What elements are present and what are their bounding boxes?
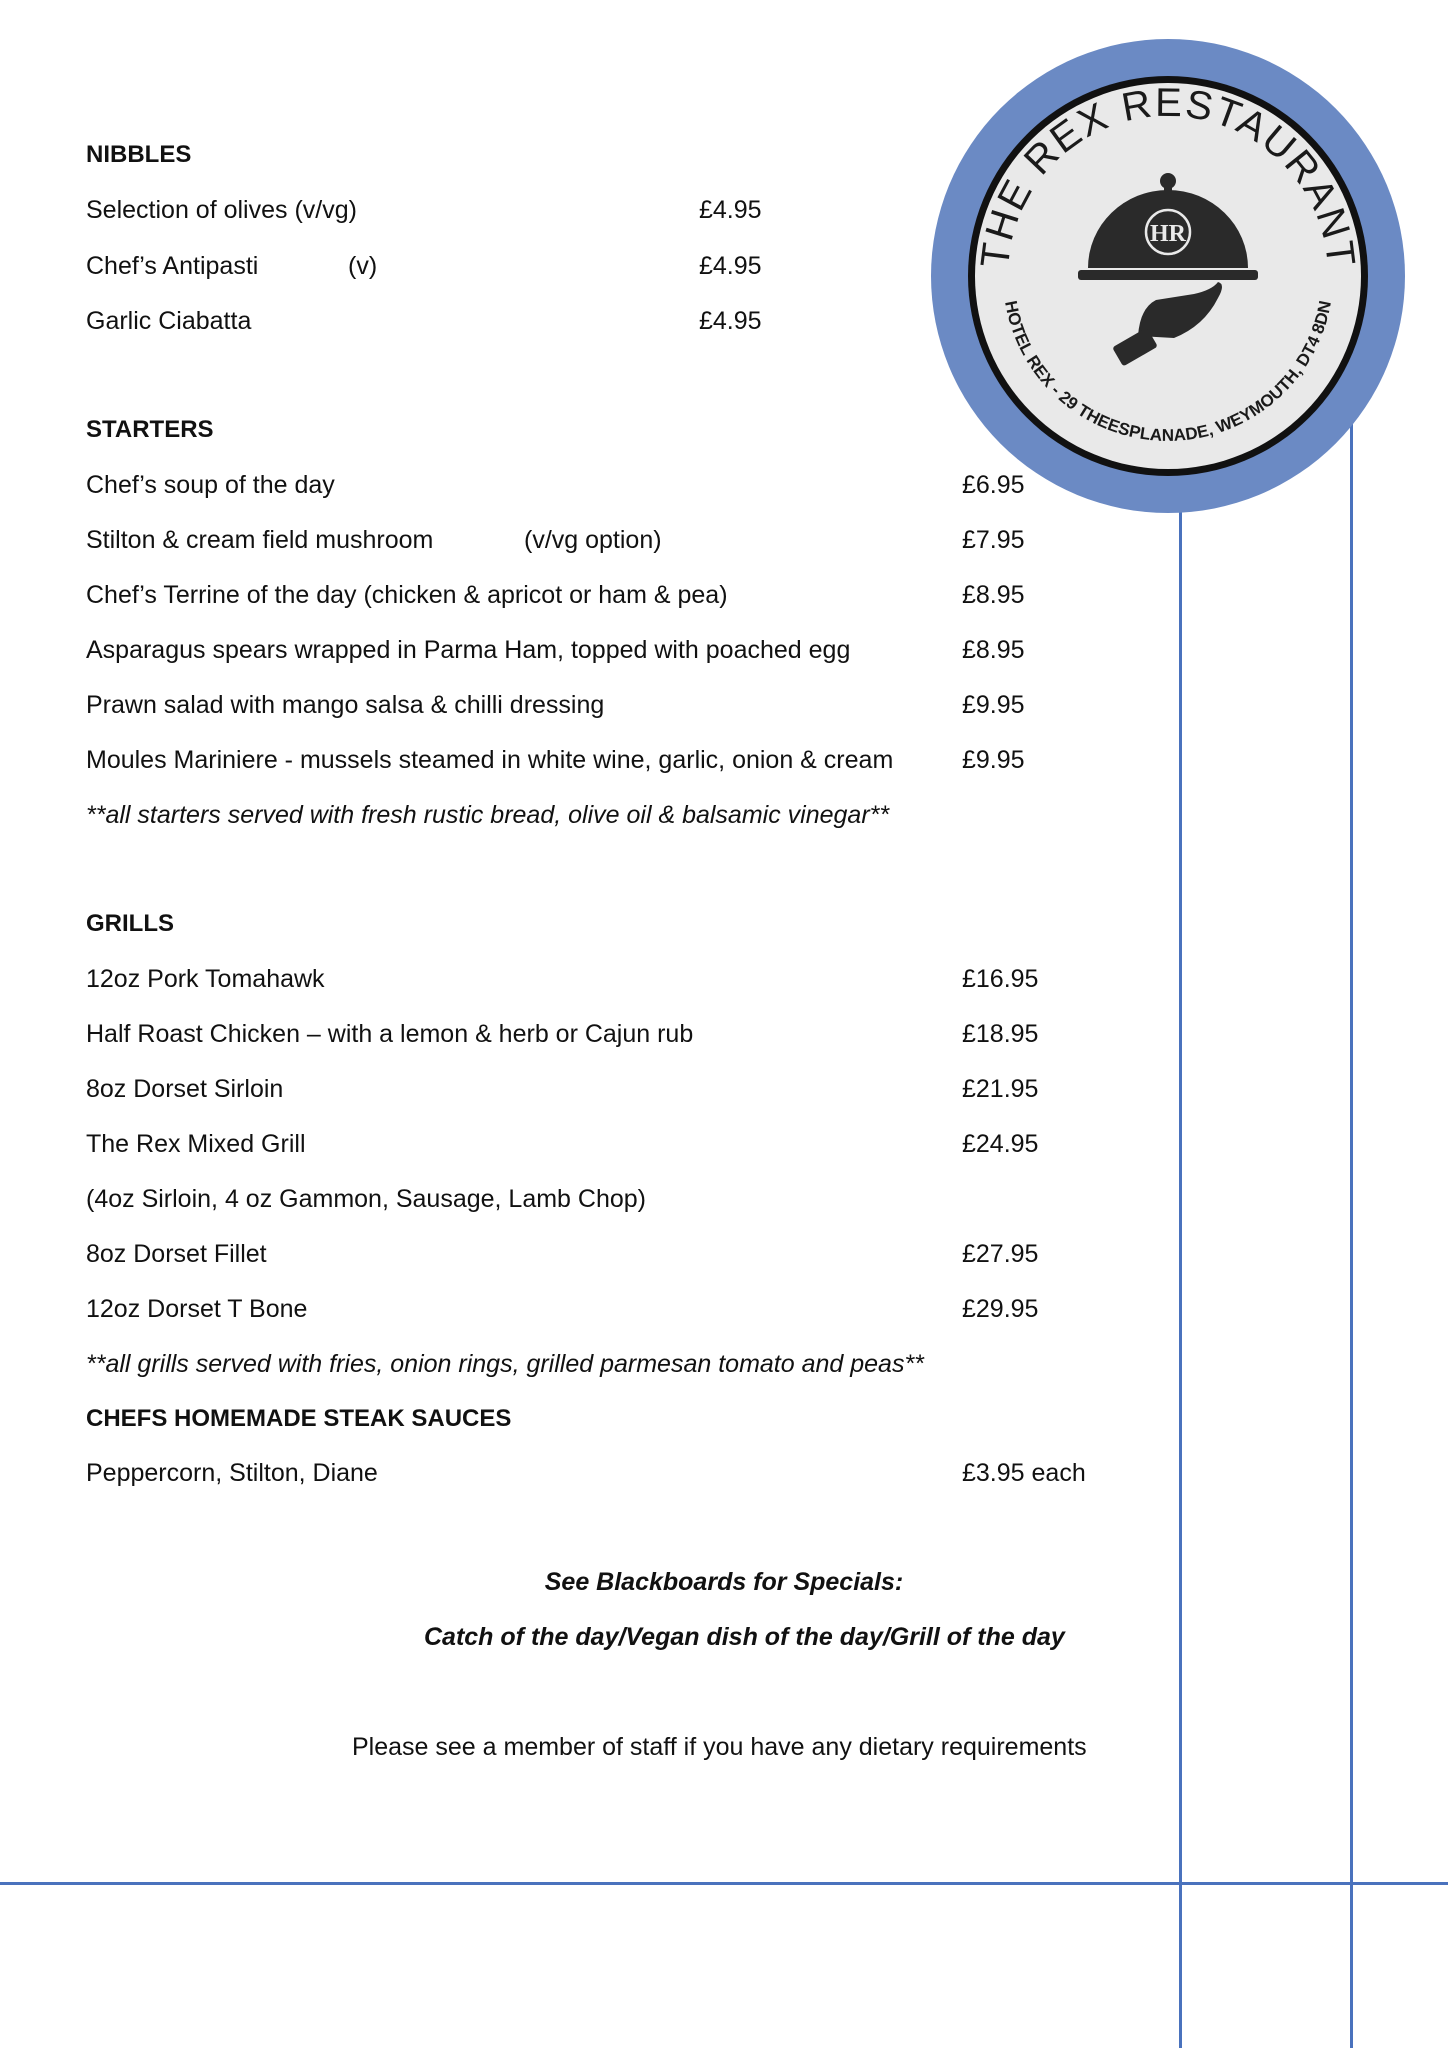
menu-item-price: £3.95 each [962, 1459, 1086, 1487]
menu-item-price: £27.95 [962, 1240, 1039, 1268]
menu-item-price: £29.95 [962, 1295, 1039, 1323]
menu-item-name: Chef’s soup of the day [86, 471, 335, 499]
menu-item-name: 8oz Dorset Fillet [86, 1240, 267, 1268]
menu-item-name: Prawn salad with mango salsa & chilli dressing [86, 691, 605, 719]
starters-footnote: **all starters served with fresh rustic bread, olive oil & balsamic vinegar** [86, 801, 890, 829]
menu-item-price: £24.95 [962, 1130, 1039, 1158]
specials-heading: See Blackboards for Specials: [544, 1568, 904, 1596]
menu-item-price: £4.95 [699, 307, 762, 335]
frame-line-vertical-right [1350, 410, 1353, 2048]
logo-top-text: THE REX RESTAURANT [972, 80, 1364, 271]
section-heading-grills: GRILLS [86, 910, 174, 937]
menu-item-name: 8oz Dorset Sirloin [86, 1075, 284, 1103]
logo-monogram: HR [1150, 221, 1186, 247]
logo-bottom-text: HOTEL REX - 29 THEESPLANADE, WEYMOUTH, DT4 8DN [1001, 299, 1335, 445]
menu-item-name: Garlic Ciabatta [86, 307, 252, 335]
frame-line-horizontal [0, 1882, 1448, 1885]
menu-item-name: Stilton & cream field mushroom [86, 526, 434, 554]
grills-footnote: **all grills served with fries, onion rings, grilled parmesan tomato and peas** [86, 1350, 924, 1378]
menu-item-name: Half Roast Chicken – with a lemon & herb or Cajun rub [86, 1020, 694, 1048]
menu-item-dietary-note: (v) [348, 252, 378, 280]
menu-item-price: £9.95 [962, 746, 1025, 774]
section-heading-starters: STARTERS [86, 416, 214, 443]
menu-item-name: Chef’s Terrine of the day (chicken & apricot or ham & pea) [86, 581, 728, 609]
section-heading-nibbles: NIBBLES [86, 141, 192, 168]
restaurant-logo [928, 36, 1408, 516]
menu-item-name: Moules Mariniere - mussels steamed in white wine, garlic, onion & cream [86, 746, 894, 774]
menu-item-name: Chef’s Antipasti [86, 252, 259, 280]
menu-item-price: £8.95 [962, 581, 1025, 609]
menu-item-price: £18.95 [962, 1020, 1039, 1048]
menu-item-price: £4.95 [699, 196, 762, 224]
menu-item-price: £21.95 [962, 1075, 1039, 1103]
specials-list: Catch of the day/Vegan dish of the day/Grill of the day [424, 1623, 1065, 1651]
menu-item-name: Peppercorn, Stilton, Diane [86, 1459, 378, 1487]
menu-item-price: £8.95 [962, 636, 1025, 664]
menu-item-price: £4.95 [699, 252, 762, 280]
menu-item-price: £7.95 [962, 526, 1025, 554]
menu-item-dietary-note: (v/vg option) [524, 526, 662, 554]
section-heading-sauces: CHEFS HOMEMADE STEAK SAUCES [86, 1405, 512, 1432]
menu-item-name: 12oz Dorset T Bone [86, 1295, 308, 1323]
menu-item-name: Asparagus spears wrapped in Parma Ham, topped with poached egg [86, 636, 851, 664]
menu-item-name: 12oz Pork Tomahawk [86, 965, 325, 993]
menu-item-price: £9.95 [962, 691, 1025, 719]
dietary-note: Please see a member of staff if you have any dietary requirements [352, 1733, 1087, 1761]
menu-item-price: £16.95 [962, 965, 1039, 993]
menu-item-name: The Rex Mixed Grill [86, 1130, 306, 1158]
menu-item-price: £6.95 [962, 471, 1025, 499]
frame-line-vertical-left [1179, 505, 1182, 2048]
menu-item-description: (4oz Sirloin, 4 oz Gammon, Sausage, Lamb Chop) [86, 1185, 646, 1213]
menu-item-name: Selection of olives (v/vg) [86, 196, 357, 224]
